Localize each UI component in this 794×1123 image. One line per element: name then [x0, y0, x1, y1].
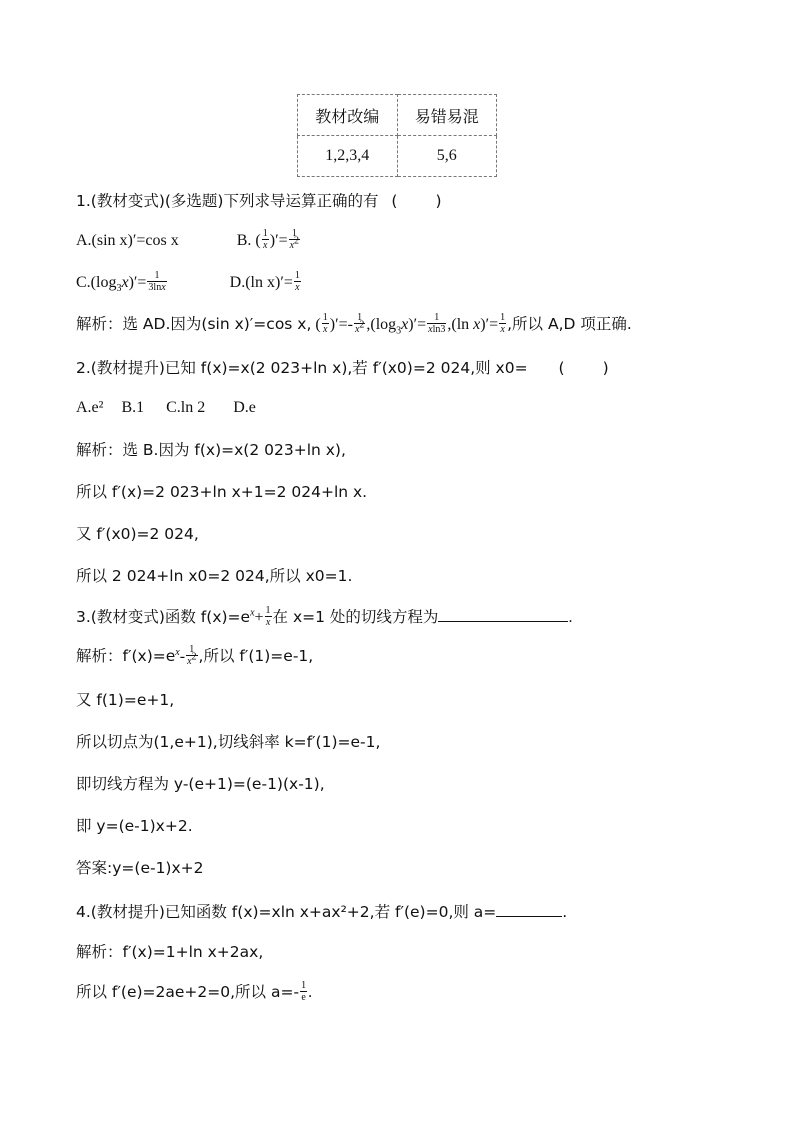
q3-analysis-5: 即 y=(e-1)x+2. — [76, 817, 193, 835]
q1-stem: 1.(教材变式)(多选题)下列求导运算正确的有 ( ) — [76, 192, 442, 210]
table-value-cell: 1,2,3,4 — [298, 136, 398, 177]
summary-table — [297, 94, 497, 177]
q3-analysis-2: 又 f(1)=e+1, — [76, 691, 175, 709]
q1-options-row1 — [76, 230, 301, 253]
table-header-cell: 易错易混 — [397, 95, 497, 136]
q2-analysis-4: 所以 2 024+ln x0=2 024,所以 x0=1. — [76, 567, 353, 585]
q2-stem: 2.(教材提升)已知 f(x)=x(2 023+ln x),若 f′(x0)=2 024,则 x0= ( ) — [76, 359, 609, 377]
q1-options-row2 — [76, 272, 302, 295]
q4-analysis: 解析：f′(x)=1+ln x+2ax, — [76, 943, 264, 961]
q2-analysis-2: 所以 f′(x)=2 023+ln x+1=2 024+ln x. — [76, 483, 368, 501]
q1-analysis: 解析：选 AD.因为(sin x)′=cos x, ( $\frac{1}{x}$ )′=- $\frac{1}{x^2}$ $,(\log_3x)'=$ $\frac{1}{xln3}$ ,(ln x)′= $\frac{1}{x}$ ,所以 A,D 项正确. — [76, 312, 632, 337]
q4-stem: 4.(教材提升)已知函数 f(x)=xln x+ax²+2,若 f′(e)=0,则 a= . — [76, 900, 567, 922]
q2-options — [76, 398, 256, 418]
q1-option-c: $C.(\log_3x)'=$ $\frac{1}{3\ln x}$ — [76, 270, 166, 295]
answer-value: y=(e-1)x+2 — [112, 859, 204, 877]
q2-analysis-3: 又 f′(x0)=2 024, — [76, 525, 199, 543]
q3-answer — [76, 858, 204, 878]
q3-analysis-3: 所以切点为(1,e+1),切线斜率 k=f′(1)=e-1, — [76, 733, 381, 751]
q3-stem: 3.(教材变式)函数 $f(x)=e^x+$ $\frac{1}{x}$ 在 x=1 处的切线方程为 . — [76, 604, 573, 628]
q1-option-b: B. ( $\frac{1}{x}$ )′= $\frac{1}{x^2}$ — [236, 228, 300, 251]
q3-analysis-4: 即切线方程为 y-(e+1)=(e-1)(x-1), — [76, 775, 325, 793]
q1-option-d: D.(ln x)′= $\frac{1}{x}$ — [229, 270, 300, 293]
q1-option-a: A.(sin x)′=cos x — [76, 232, 179, 250]
table-value-cell: 5,6 — [397, 136, 497, 177]
q2-analysis-1: 解析：选 B.因为 f(x)=x(2 023+ln x), — [76, 441, 346, 459]
q2-option-d: D.e — [233, 399, 256, 416]
q2-option-c: C.ln 2 — [166, 399, 206, 416]
q2-option-a: A.e² — [76, 399, 104, 416]
table-header-cell: 教材改编 — [298, 95, 398, 136]
q2-option-b: B.1 — [121, 399, 145, 416]
answer-label: 答案: — [76, 859, 113, 877]
q4-conclusion: 所以 f′(e)=2ae+2=0,所以 a=- $\frac{1}{e}$ . — [76, 980, 313, 1003]
q3-analysis: 解析：$f'(x)=e^x-$ $\frac{1}{x^2}$ ,所以 f′(1)=e-1, — [76, 644, 314, 667]
